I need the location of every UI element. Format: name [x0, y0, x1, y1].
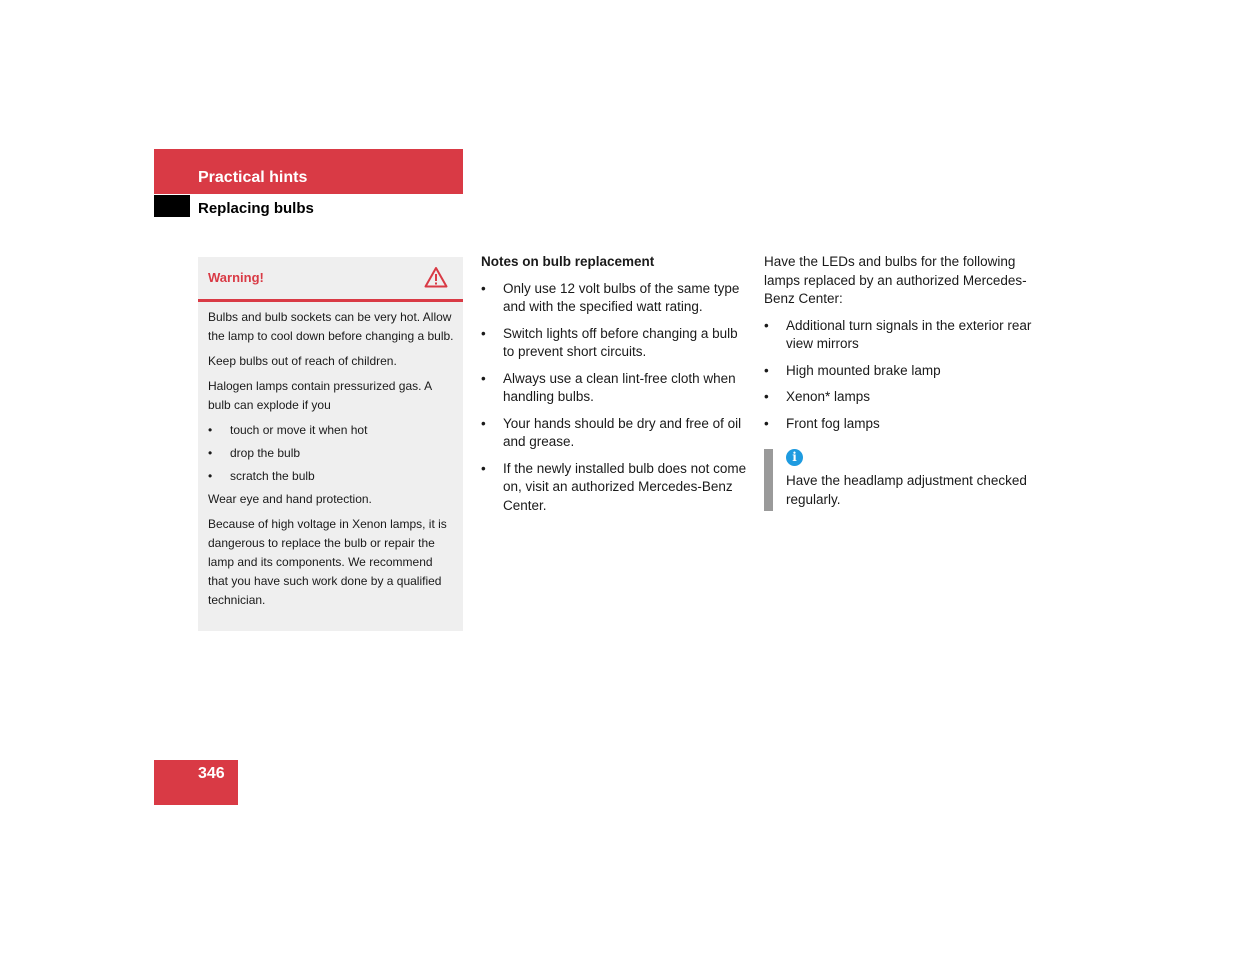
notes-item: • Switch lights off before changing a bulb to prevent short circuits.	[481, 325, 749, 362]
notes-item: • Only use 12 volt bulbs of the same type and with the specified watt rating.	[481, 280, 749, 317]
page-number-box	[154, 760, 238, 805]
warning-label: Warning!	[208, 270, 264, 285]
section-title: Practical hints	[198, 169, 308, 186]
info-bar	[764, 449, 773, 511]
notes-item: • Your hands should be dry and free of oil and grease.	[481, 415, 749, 452]
service-item: • High mounted brake lamp	[764, 362, 1036, 381]
warning-body	[198, 302, 463, 610]
notes-heading: Notes on bulb replacement	[481, 254, 655, 269]
subsection-title: Replacing bulbs	[198, 200, 314, 217]
notes-item: • If the newly installed bulb does not come on, visit an authorized Mercedes-Benz Center.	[481, 460, 749, 516]
warning-bullet: • touch or move it when hot	[208, 421, 455, 440]
subsection-marker	[154, 195, 190, 217]
notes-column	[481, 253, 749, 523]
notes-list	[481, 280, 749, 516]
page-number: 346	[198, 765, 225, 782]
service-item: • Front fog lamps	[764, 415, 1036, 434]
warning-paragraph: Bulbs and bulb sockets can be very hot. Allow the lamp to cool down before changing a bulb.	[208, 310, 454, 343]
section-header	[154, 149, 463, 194]
service-item: • Xenon* lamps	[764, 388, 1036, 407]
warning-paragraph: Halogen lamps contain pressurized gas. A bulb can explode if you	[208, 379, 432, 412]
warning-header	[198, 257, 463, 302]
info-icon: i	[786, 449, 803, 466]
service-column	[764, 253, 1036, 509]
warning-bullet-list	[208, 421, 455, 486]
notes-item: • Always use a clean lint-free cloth when handling bulbs.	[481, 370, 749, 407]
warning-paragraph: Because of high voltage in Xenon lamps, it is dangerous to replace the bulb or repair the lamp and its components. We recommend that you have such work done by a qualified technician.	[208, 517, 447, 607]
warning-triangle-icon	[424, 266, 448, 288]
service-list	[764, 317, 1036, 434]
warning-bullet: • scratch the bulb	[208, 467, 455, 486]
warning-box	[198, 257, 463, 631]
info-note	[764, 449, 1036, 509]
warning-bullet: • drop the bulb	[208, 444, 455, 463]
service-item: • Additional turn signals in the exterior rear view mirrors	[764, 317, 1036, 354]
warning-paragraph: Wear eye and hand protection.	[208, 492, 372, 506]
info-text: Have the headlamp adjustment checked regularly.	[786, 473, 1027, 507]
warning-paragraph: Keep bulbs out of reach of children.	[208, 354, 397, 368]
service-intro: Have the LEDs and bulbs for the following lamps replaced by an authorized Mercedes-Benz Center:	[764, 254, 1027, 306]
